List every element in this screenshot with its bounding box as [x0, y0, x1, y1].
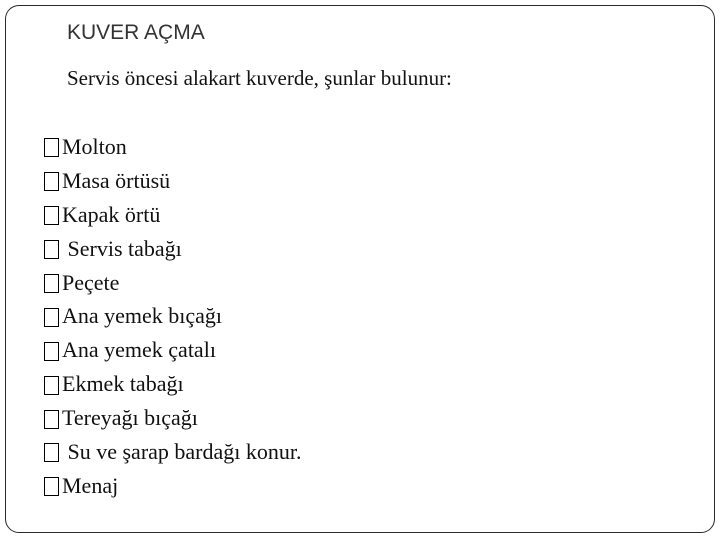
list-item-label: Menaj [62, 472, 119, 498]
list-item [44, 333, 302, 367]
list-item [44, 164, 302, 198]
list-item-label: Masa örtüsü [62, 167, 171, 193]
list-item-label: Molton [62, 133, 127, 159]
missing-glyph-box-icon [44, 274, 59, 293]
missing-glyph-box-icon [44, 240, 59, 259]
missing-glyph-box-icon [44, 410, 59, 429]
list-item-label: Ekmek tabağı [62, 371, 184, 397]
missing-glyph-box-icon [44, 206, 59, 225]
list-item [44, 198, 302, 232]
list-item-label: Ana yemek çatalı [62, 337, 216, 363]
list-item-label: Su ve şarap bardağı konur. [62, 438, 302, 464]
list-item [44, 367, 302, 401]
list-item [44, 299, 302, 333]
slide-subtitle: Servis öncesi alakart kuverde, şunlar bulunur: [67, 66, 452, 90]
list-item-label: Ana yemek bıçağı [62, 303, 223, 329]
slide-title: KUVER AÇMA [67, 21, 205, 44]
list-item-label: Kapak örtü [62, 201, 161, 227]
missing-glyph-box-icon [44, 443, 59, 462]
missing-glyph-box-icon [44, 308, 59, 327]
list-item-label: Tereyağı bıçağı [62, 405, 198, 431]
missing-glyph-box-icon [44, 172, 59, 191]
missing-glyph-box-icon [44, 138, 59, 157]
list-item [44, 401, 302, 435]
bullet-list [44, 130, 302, 503]
list-item [44, 435, 302, 469]
missing-glyph-box-icon [44, 376, 59, 395]
list-item-label: Servis tabağı [62, 235, 182, 261]
missing-glyph-box-icon [44, 477, 59, 496]
list-item [44, 469, 302, 503]
missing-glyph-box-icon [44, 342, 59, 361]
list-item [44, 130, 302, 164]
list-item [44, 266, 302, 300]
list-item [44, 232, 302, 266]
list-item-label: Peçete [62, 269, 120, 295]
